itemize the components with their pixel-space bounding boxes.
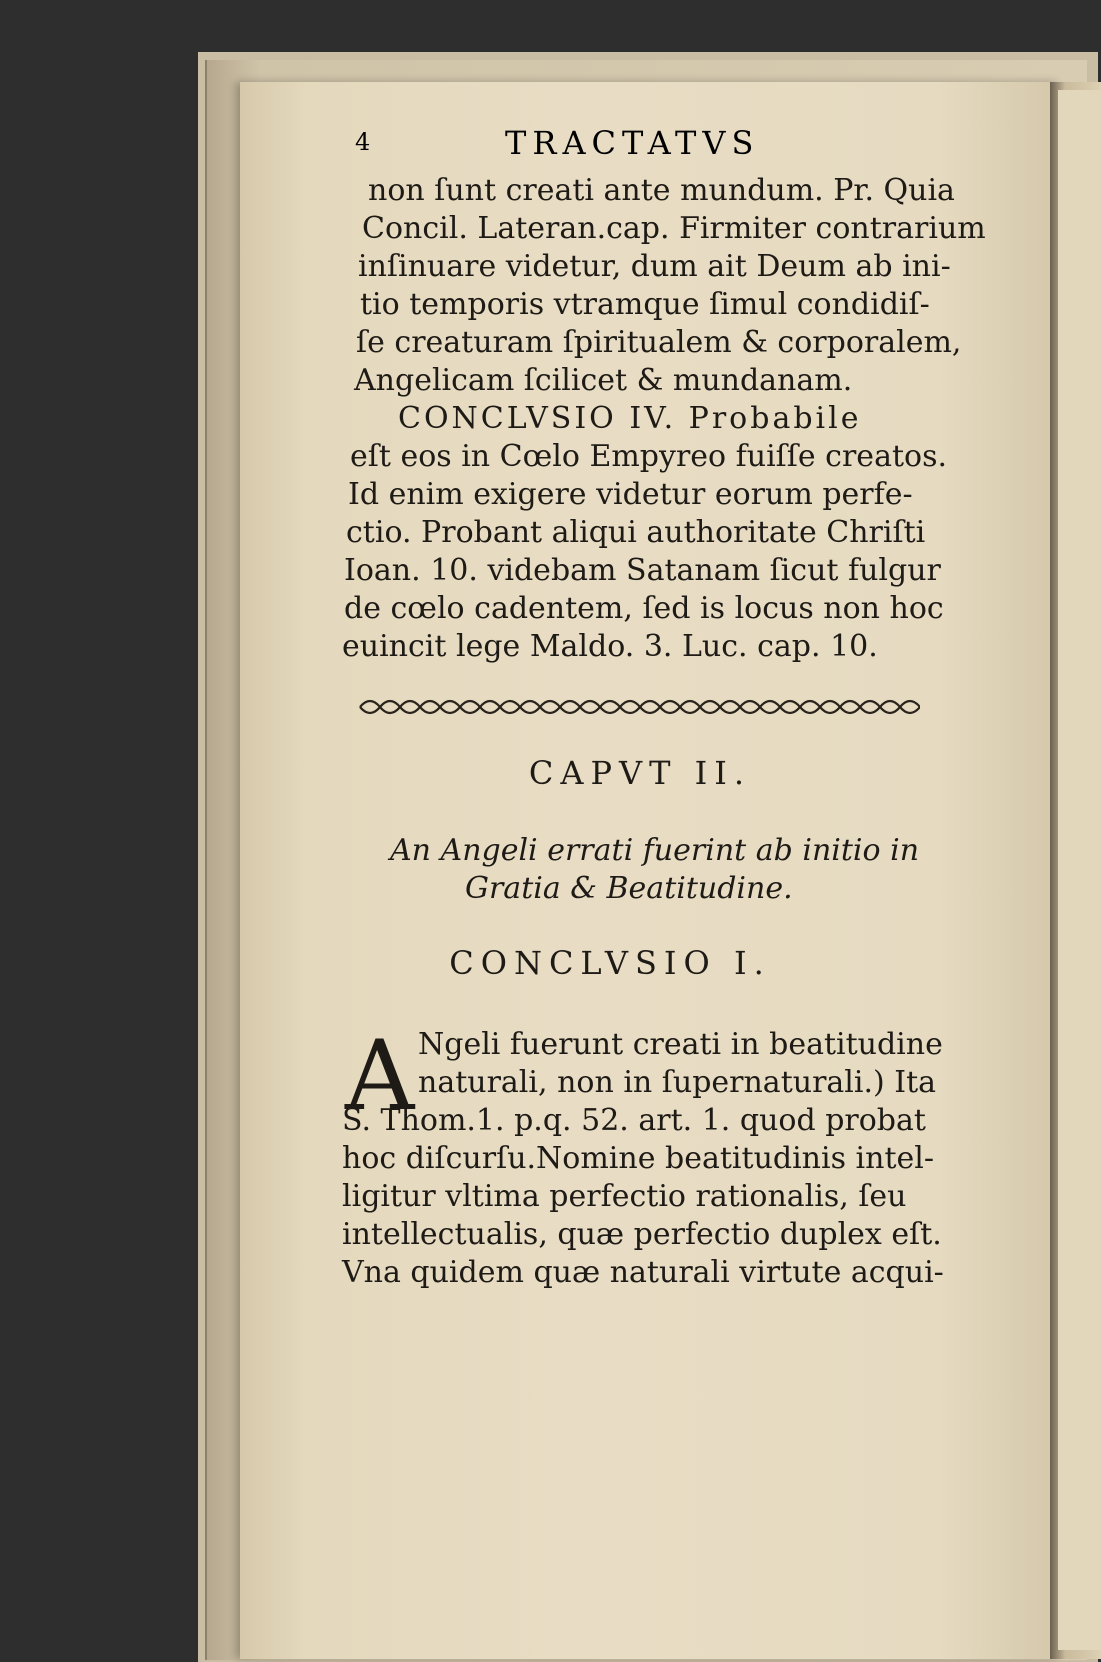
running-title: TRACTATVS	[505, 124, 760, 162]
body-line: Ioan. 10. videbam Satanam ſicut fulgur	[344, 553, 941, 588]
chapter-heading: CAPVT II.	[528, 754, 752, 792]
paragraph-line: ligitur vltima perfectio rationalis, ſeu	[342, 1179, 907, 1214]
body-line: ctio. Probant aliqui authoritate Chriſti	[346, 515, 926, 550]
paragraph-line: naturali, non in ſupernaturali.) Ita	[418, 1065, 937, 1100]
facing-page-edge	[1058, 90, 1101, 1650]
body-line: de cœlo cadentem, ſed is locus non hoc	[344, 591, 944, 626]
ornamental-border	[355, 690, 920, 724]
page-number: 4	[355, 128, 373, 156]
body-line: eſt eos in Cœlo Empyreo fuiſſe creatos.	[350, 439, 947, 474]
page-header	[355, 124, 815, 168]
body-line: Angelicam ſcilicet & mundanam.	[354, 363, 853, 398]
drop-capital: A	[345, 1020, 415, 1132]
body-line: Id enim exigere videtur eorum perfe-	[348, 477, 913, 512]
body-line: euincit lege Maldo. 3. Luc. cap. 10.	[342, 629, 878, 664]
paragraph-line: S. Thom.1. p.q. 52. art. 1. quod probat	[342, 1103, 926, 1138]
body-line: tio temporis vtramque ſimul condidiſ-	[360, 287, 930, 322]
body-line: non ſunt creati ante mundum. Pr. Quia	[368, 173, 955, 208]
paragraph-line: Ngeli fuerunt creati in beatitudine	[418, 1027, 943, 1062]
paragraph-line: hoc diſcurſu.Nomine beatitudinis intel-	[342, 1141, 934, 1176]
body-line: ſe creaturam ſpiritualem & corporalem,	[356, 325, 962, 360]
paragraph-line: Vna quidem quæ naturali virtute acqui-	[342, 1255, 944, 1290]
body-line: Concil. Lateran.cap. Firmiter contrarium	[362, 211, 986, 246]
body-line: inſinuare videtur, dum ait Deum ab ini-	[358, 249, 951, 284]
chapter-subtitle-line: Gratia & Beatitudine.	[465, 871, 793, 906]
paragraph-line: intellectualis, quæ perfectio duplex eſt.	[342, 1217, 942, 1252]
chapter-subtitle-line: An Angeli errati fuerint ab initio in	[390, 833, 920, 868]
conclusio-heading: CONCLVSIO I.	[449, 944, 771, 982]
body-line: CONCLVSIO IV. Probabile	[398, 401, 862, 436]
